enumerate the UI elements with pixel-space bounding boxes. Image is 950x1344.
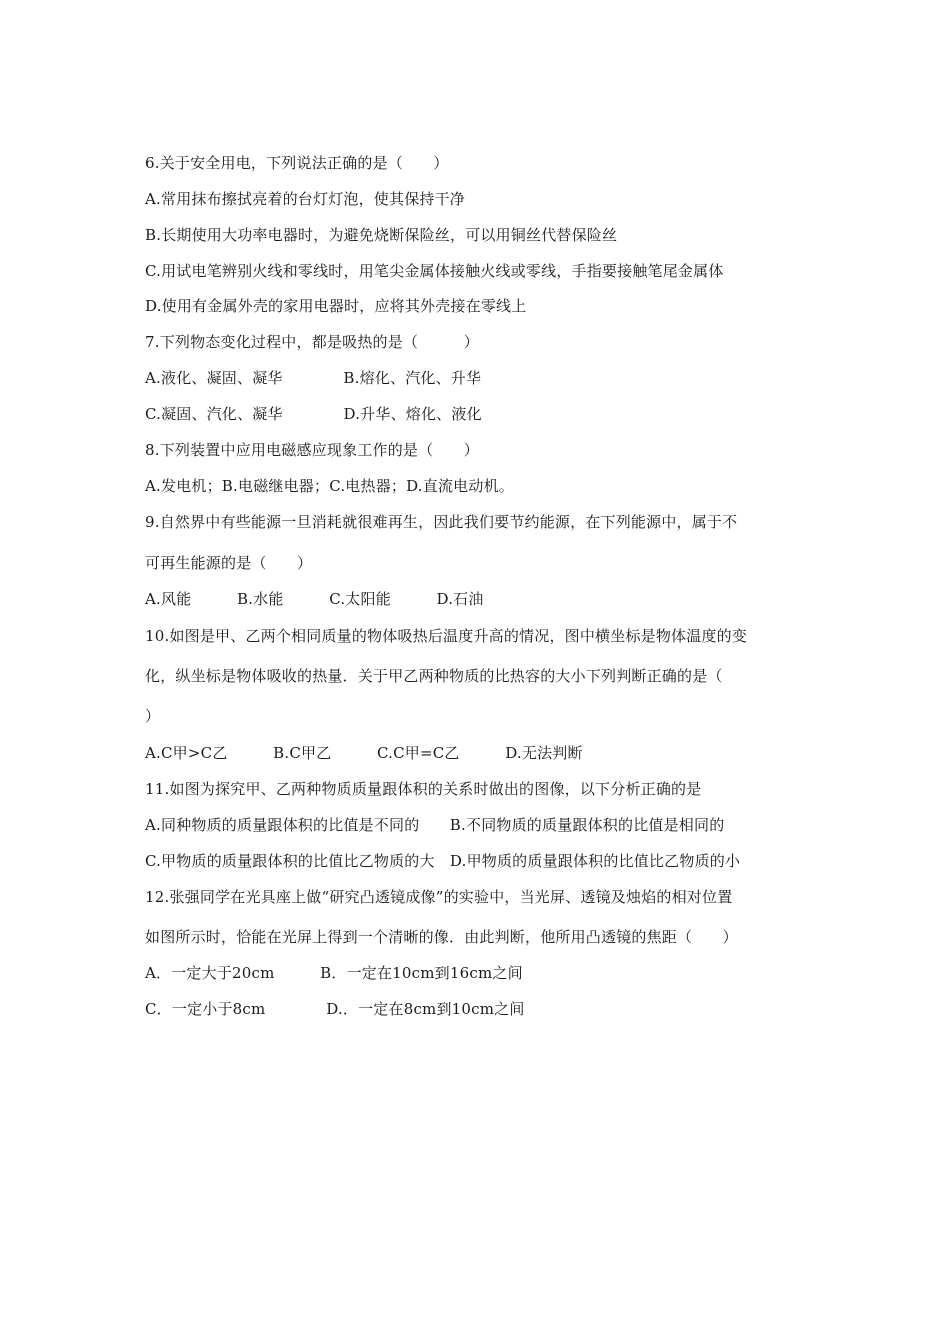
q10-options: A.C甲>C乙 B.C甲乙 C.C甲=C乙 D.无法判断 bbox=[145, 744, 583, 762]
q10-stem-line3: ） bbox=[145, 707, 161, 725]
q6-option-a: A.常用抹布擦拭亮着的台灯灯泡，使其保持干净 bbox=[145, 190, 466, 208]
q9-stem-line2: 可再生能源的是（ ） bbox=[145, 554, 313, 572]
q6-option-d: D.使用有金属外壳的家用电器时，应将其外壳接在零线上 bbox=[145, 297, 527, 315]
q9-stem-line1: 9.自然界中有些能源一旦消耗就很难再生，因此我们要节约能源，在下列能源中，属于不 bbox=[145, 513, 738, 531]
q12-stem-line1: 12.张强同学在光具座上做“研究凸透镜成像”的实验中，当光屏、透镜及烛焰的相对位置 bbox=[145, 888, 733, 906]
q9-options: A.风能 B.水能 C.太阳能 D.石油 bbox=[145, 590, 484, 608]
q12-options-row1: A．一定大于20cm B．一定在10cm到16cm之间 bbox=[145, 964, 523, 982]
q7-options-row2: C.凝固、汽化、凝华 D.升华、熔化、液化 bbox=[145, 405, 482, 423]
q10-stem-line2: 化，纵坐标是物体吸收的热量．关于甲乙两种物质的比热容的大小下列判断正确的是（ bbox=[145, 667, 723, 685]
q6-option-c: C.用试电笔辨别火线和零线时，用笔尖金属体接触火线或零线，手指要接触笔尾金属体 bbox=[145, 262, 724, 280]
q11-options-row1: A.同种物质的质量跟体积的比值是不同的 B.不同物质的质量跟体积的比值是相同的 bbox=[145, 816, 725, 834]
q7-stem: 7.下列物态变化过程中，都是吸热的是（ ） bbox=[145, 333, 479, 351]
q8-stem: 8.下列装置中应用电磁感应现象工作的是（ ） bbox=[145, 441, 479, 459]
q11-stem: 11.如图为探究甲、乙两种物质质量跟体积的关系时做出的图像，以下分析正确的是 bbox=[145, 780, 702, 798]
q6-option-b: B.长期使用大功率电器时，为避免烧断保险丝，可以用铜丝代替保险丝 bbox=[145, 226, 618, 244]
q12-stem-line2: 如图所示时，恰能在光屏上得到一个清晰的像．由此判断，他所用凸透镜的焦距（ ） bbox=[145, 928, 738, 946]
q12-options-row2: C．一定小于8cm D.．一定在8cm到10cm之间 bbox=[145, 1000, 525, 1018]
q6-stem: 6.关于安全用电，下列说法正确的是（ ） bbox=[145, 154, 449, 172]
q10-stem-line1: 10.如图是甲、乙两个相同质量的物体吸热后温度升高的情况，图中横坐标是物体温度的变 bbox=[145, 627, 748, 645]
q8-options: A.发电机；B.电磁继电器；C.电热器；D.直流电动机。 bbox=[145, 477, 514, 495]
q7-options-row1: A.液化、凝固、凝华 B.熔化、汽化、升华 bbox=[145, 369, 482, 387]
q11-options-row2: C.甲物质的质量跟体积的比值比乙物质的大 D.甲物质的质量跟体积的比值比乙物质的小 bbox=[145, 852, 741, 870]
